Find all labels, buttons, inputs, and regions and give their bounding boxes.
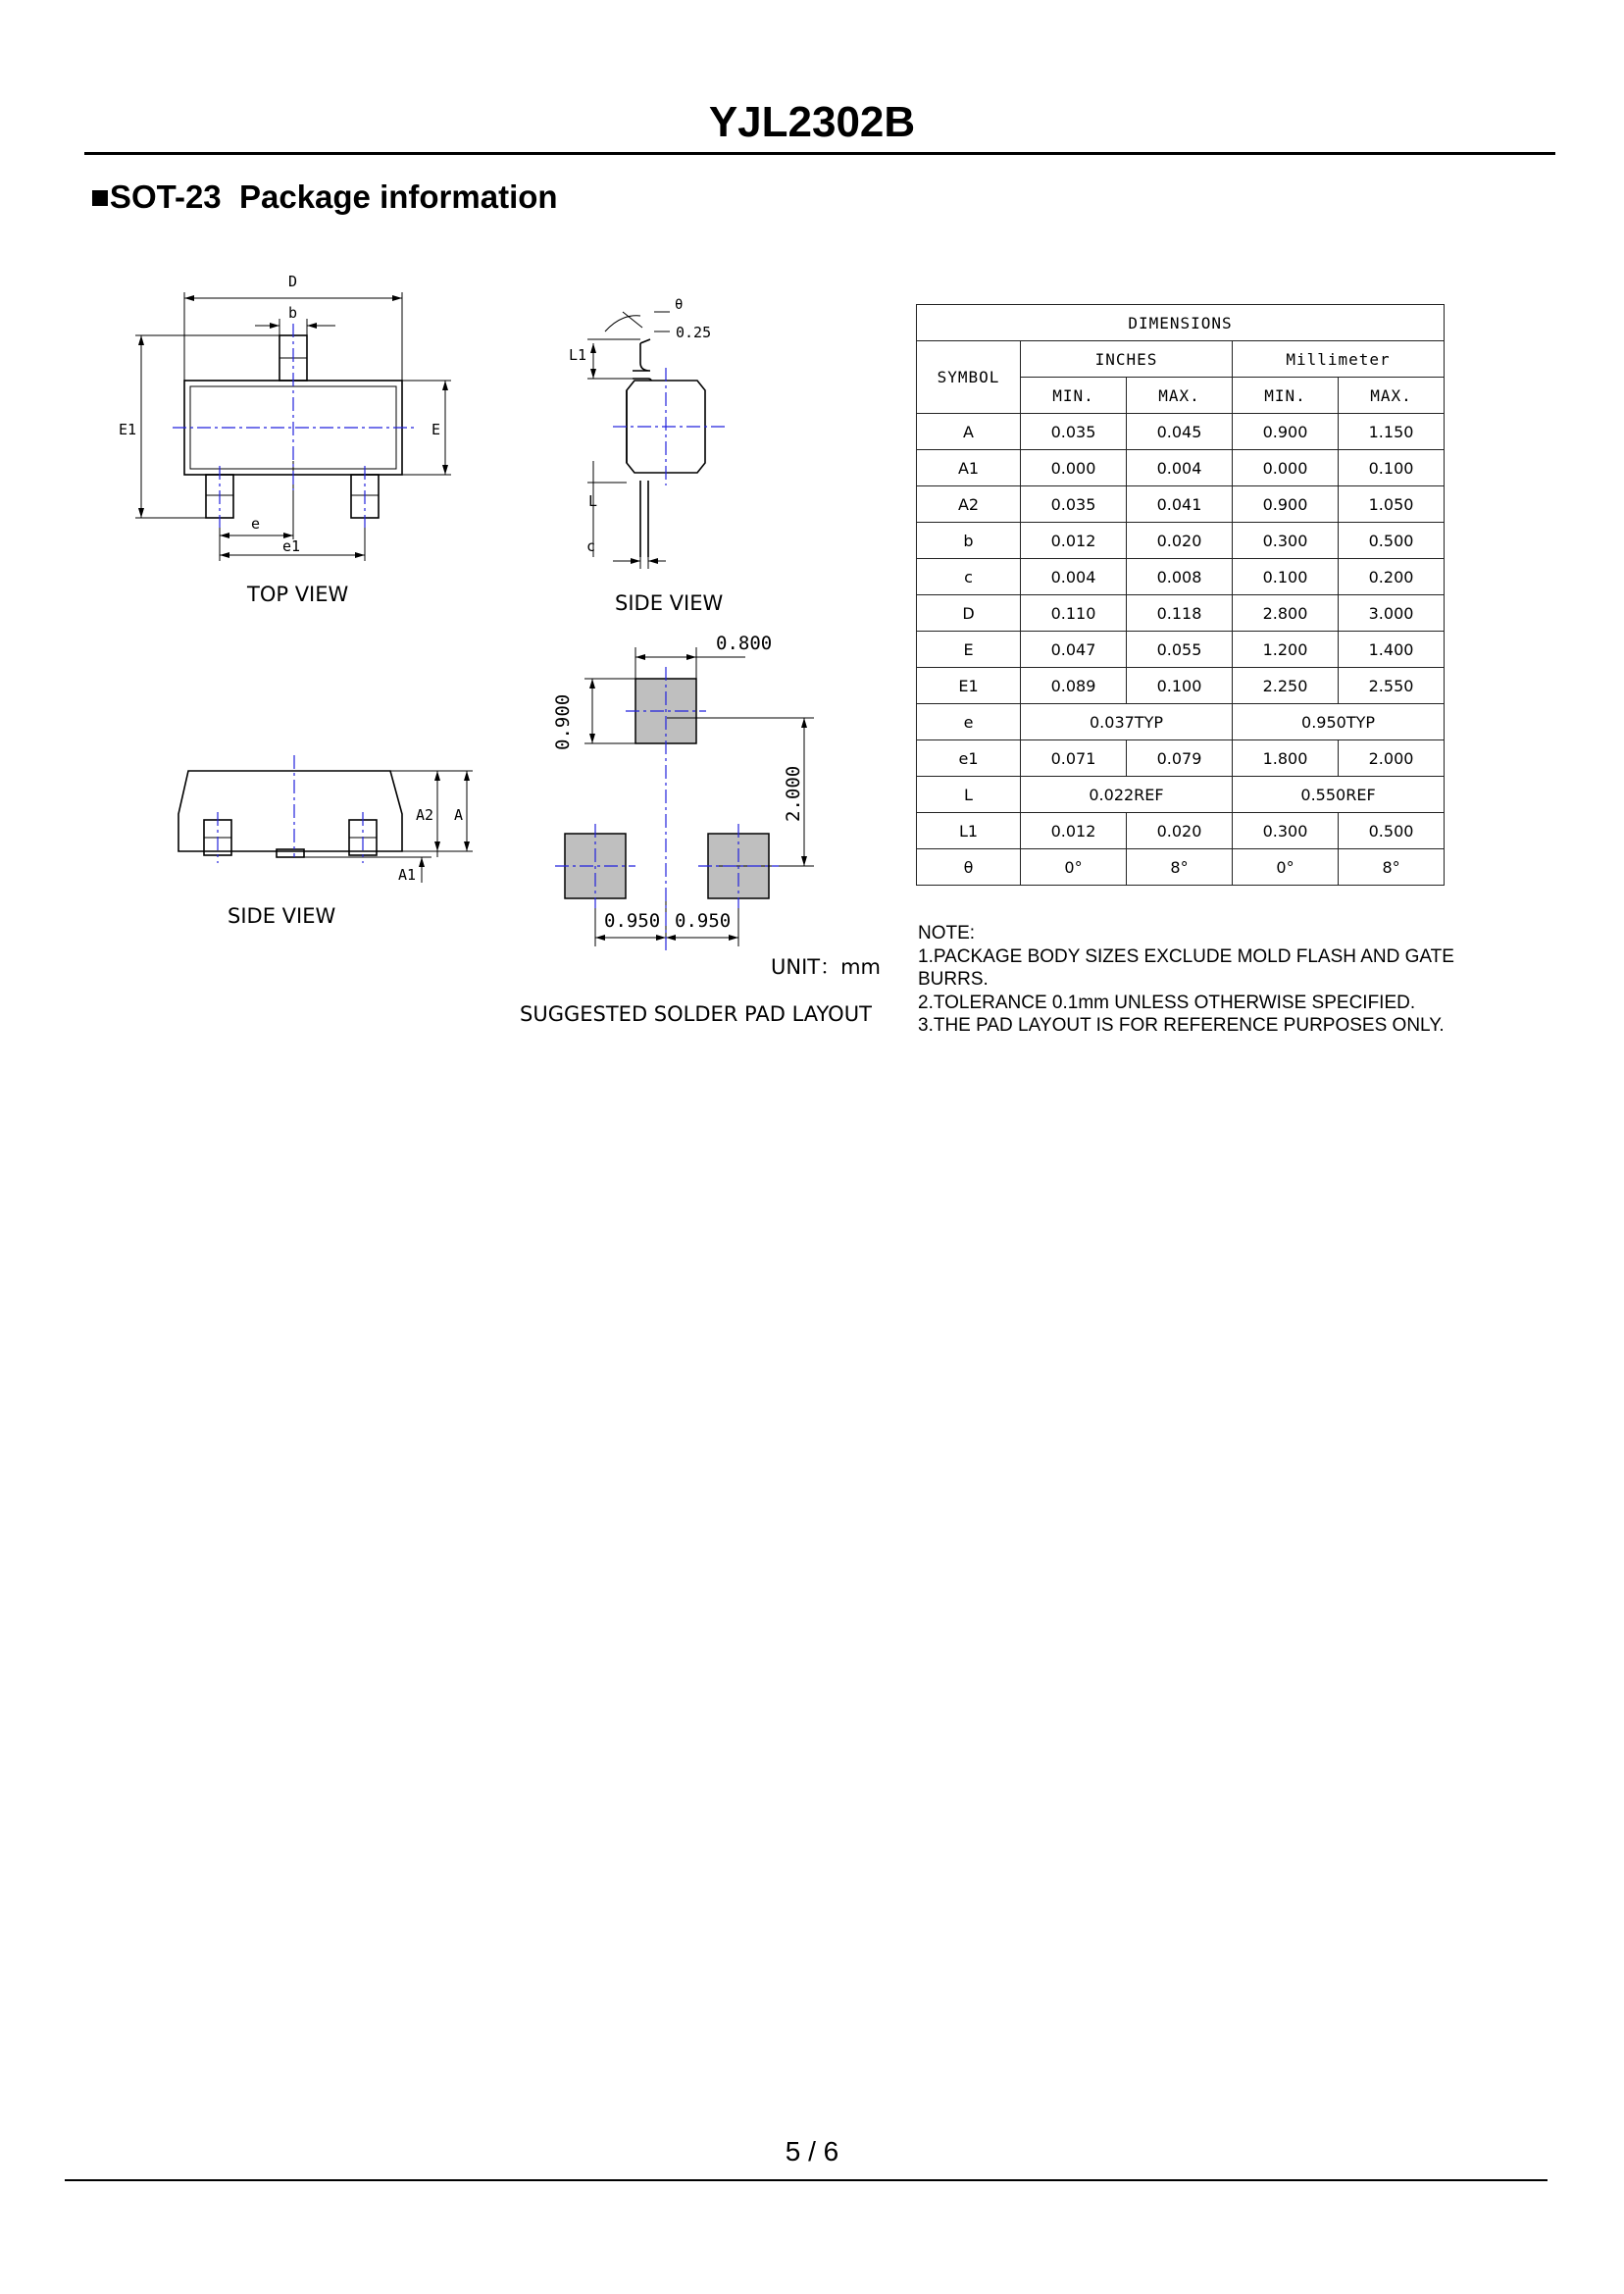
value-cell: 0.550REF: [1233, 777, 1445, 813]
table-row: [917, 486, 1445, 523]
value-cell: 0.500: [1339, 813, 1445, 849]
footer-divider: [65, 2179, 1548, 2181]
value-cell: 0.037TYP: [1021, 704, 1233, 740]
unit-label: UNIT：mm: [771, 955, 882, 979]
page-number: 5 / 6: [785, 2136, 839, 2167]
pad-height-label: 0.900: [552, 693, 574, 750]
note-line: 3.THE PAD LAYOUT IS FOR REFERENCE PURPOSES ONLY.: [918, 1015, 1445, 1036]
symbol-cell: L1: [917, 813, 1021, 849]
table-title: DIMENSIONS: [917, 305, 1445, 341]
symbol-cell: c: [917, 559, 1021, 595]
note-line: BURRS.: [918, 969, 989, 990]
value-cell: 0.000: [1233, 450, 1339, 486]
top-view-d-label: D: [288, 273, 298, 290]
pad-pitch-left-label: 0.950: [604, 910, 661, 932]
a2-label: A2: [416, 806, 434, 824]
value-cell: 0.300: [1233, 523, 1339, 559]
table-row: [917, 450, 1445, 486]
table-row: [917, 632, 1445, 668]
value-cell: 1.050: [1339, 486, 1445, 523]
side-view-front-drawing: [167, 755, 490, 902]
value-cell: 0.300: [1233, 813, 1339, 849]
symbol-cell: A: [917, 414, 1021, 450]
a1-label: A1: [398, 866, 417, 884]
value-cell: 0.020: [1127, 813, 1233, 849]
value-cell: 0°: [1233, 849, 1339, 886]
note-line: 1.PACKAGE BODY SIZES EXCLUDE MOLD FLASH AND GATE: [918, 945, 1454, 967]
value-cell: 3.000: [1339, 595, 1445, 632]
value-cell: 0.004: [1127, 450, 1233, 486]
value-cell: 2.000: [1339, 740, 1445, 777]
section-heading: ■SOT-23 Package information: [90, 178, 558, 215]
top-view-e-label: E: [431, 421, 441, 438]
value-cell: 0.045: [1127, 414, 1233, 450]
table-row: [917, 813, 1445, 849]
value-cell: 1.800: [1233, 740, 1339, 777]
value-cell: 0.047: [1021, 632, 1127, 668]
mm-max-header: MAX.: [1339, 378, 1445, 414]
value-cell: 2.800: [1233, 595, 1339, 632]
value-cell: 8°: [1339, 849, 1445, 886]
value-cell: 0.200: [1339, 559, 1445, 595]
symbol-cell: A2: [917, 486, 1021, 523]
value-cell: 0°: [1021, 849, 1127, 886]
l1-label: L1: [569, 346, 587, 364]
notes-title: NOTE:: [918, 923, 976, 943]
value-cell: 0.500: [1339, 523, 1445, 559]
value-cell: 1.150: [1339, 414, 1445, 450]
value-cell: 2.250: [1233, 668, 1339, 704]
value-cell: 0.000: [1021, 450, 1127, 486]
theta-label: θ: [675, 297, 684, 313]
value-cell: 0.900: [1233, 414, 1339, 450]
value-cell: 0.110: [1021, 595, 1127, 632]
value-cell: 0.950TYP: [1233, 704, 1445, 740]
inches-header: INCHES: [1021, 341, 1233, 378]
value-cell: 0.004: [1021, 559, 1127, 595]
value-cell: 0.022REF: [1021, 777, 1233, 813]
notes-block: [918, 922, 1506, 1038]
angle-label: 0.25: [676, 324, 712, 341]
table-row: [917, 740, 1445, 777]
value-cell: 0.035: [1021, 414, 1127, 450]
value-cell: 0.900: [1233, 486, 1339, 523]
value-cell: 0.012: [1021, 813, 1127, 849]
l-label: L: [588, 492, 598, 510]
table-row: [917, 704, 1445, 740]
top-view-caption: TOP VIEW: [247, 583, 349, 606]
value-cell: 0.020: [1127, 523, 1233, 559]
top-view-e1-label: E1: [119, 421, 137, 438]
dimensions-table: [916, 304, 1445, 886]
top-view-b-label: b: [288, 304, 298, 322]
inches-max-header: MAX.: [1127, 378, 1233, 414]
value-cell: 0.100: [1339, 450, 1445, 486]
value-cell: 0.100: [1233, 559, 1339, 595]
document-title: YJL2302B: [708, 98, 916, 146]
table-group-header-row: [917, 341, 1445, 378]
side-view-front-caption: SIDE VIEW: [228, 904, 336, 928]
inches-min-header: MIN.: [1021, 378, 1127, 414]
pad-width-label: 0.800: [716, 633, 773, 654]
a-label: A: [454, 806, 464, 824]
symbol-cell: θ: [917, 849, 1021, 886]
symbol-cell: e: [917, 704, 1021, 740]
table-row: [917, 668, 1445, 704]
table-row: [917, 595, 1445, 632]
value-cell: 0.071: [1021, 740, 1127, 777]
table-title-row: [917, 305, 1445, 341]
symbol-cell: L: [917, 777, 1021, 813]
value-cell: 0.118: [1127, 595, 1233, 632]
symbol-cell: E: [917, 632, 1021, 668]
symbol-cell: b: [917, 523, 1021, 559]
table-row: [917, 849, 1445, 886]
value-cell: 0.012: [1021, 523, 1127, 559]
symbol-header: SYMBOL: [917, 341, 1021, 414]
value-cell: 0.100: [1127, 668, 1233, 704]
value-cell: 0.041: [1127, 486, 1233, 523]
symbol-cell: D: [917, 595, 1021, 632]
side-view-profile-caption: SIDE VIEW: [615, 591, 724, 615]
value-cell: 2.550: [1339, 668, 1445, 704]
symbol-cell: E1: [917, 668, 1021, 704]
mm-min-header: MIN.: [1233, 378, 1339, 414]
value-cell: 0.008: [1127, 559, 1233, 595]
value-cell: 0.079: [1127, 740, 1233, 777]
pad-pitch-vertical-label: 2.000: [783, 765, 804, 822]
table-row: [917, 559, 1445, 595]
pad-pitch-right-label: 0.950: [675, 910, 732, 932]
value-cell: 0.035: [1021, 486, 1127, 523]
value-cell: 8°: [1127, 849, 1233, 886]
note-line: 2.TOLERANCE 0.1mm UNLESS OTHERWISE SPECIFIED.: [918, 992, 1416, 1013]
value-cell: 1.400: [1339, 632, 1445, 668]
value-cell: 0.055: [1127, 632, 1233, 668]
value-cell: 1.200: [1233, 632, 1339, 668]
c-label: c: [586, 537, 596, 555]
title-divider: [84, 152, 1555, 155]
top-view-pitch-total-label: e1: [282, 537, 301, 555]
table-row: [917, 414, 1445, 450]
table-row: [917, 777, 1445, 813]
table-row: [917, 523, 1445, 559]
symbol-cell: e1: [917, 740, 1021, 777]
millimeter-header: Millimeter: [1233, 341, 1445, 378]
symbol-cell: A1: [917, 450, 1021, 486]
solder-pad-caption: SUGGESTED SOLDER PAD LAYOUT: [520, 1002, 872, 1026]
top-view-pitch-label: e: [251, 515, 261, 533]
value-cell: 0.089: [1021, 668, 1127, 704]
